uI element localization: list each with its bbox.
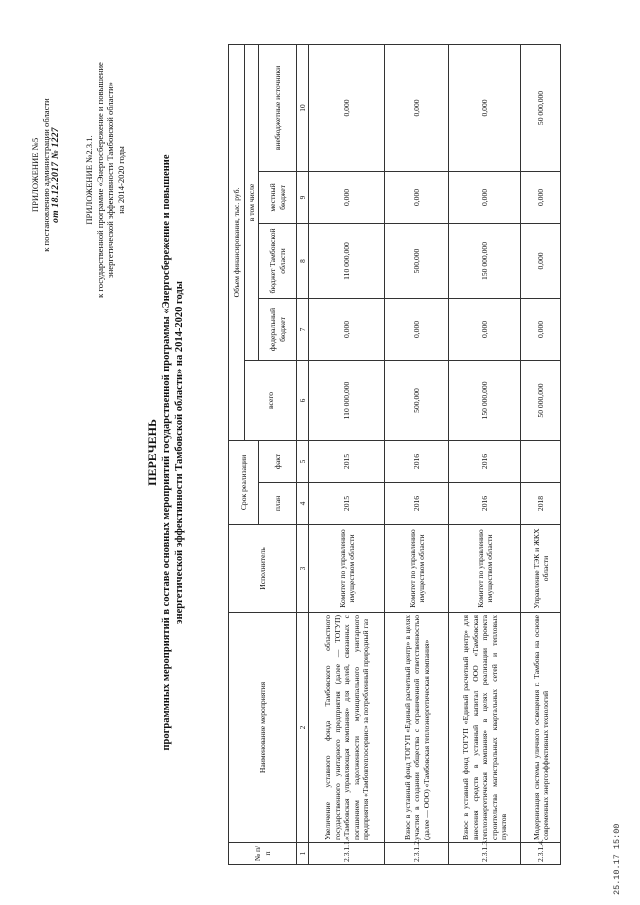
row-extra: 0,000: [449, 44, 521, 171]
col-header-total: всего: [245, 360, 297, 440]
col-header-num: № п/п: [229, 843, 297, 865]
row-num: 2.3.1.4.: [521, 843, 561, 865]
row-federal: 0,000: [449, 298, 521, 360]
row-executor: Комитет по управлению имуществом области: [385, 525, 449, 613]
row-local: 0,000: [521, 171, 561, 223]
annex-date-number: от 18.12.2017 № 1227: [51, 127, 61, 223]
row-plan: 2015: [309, 483, 385, 525]
row-fact: 2016: [385, 440, 449, 482]
row-num: 2.3.1.2.: [385, 843, 449, 865]
row-name: Модернизация системы уличного освещения г. Тамбова на основе современных энергоэффективных технологий: [521, 613, 561, 843]
table-row: [449, 44, 521, 864]
row-executor: Комитет по управлению имуществом области: [449, 525, 521, 613]
col-header-regional: бюджет Тамбовской области: [259, 223, 297, 298]
row-federal: 0,000: [521, 298, 561, 360]
col-header-fact: факт: [259, 440, 297, 482]
row-name: Взнос в уставный фонд ТОГУП «Единый расчетный центр» для внесения средств в уставный капитал ООО «Тамбовская теплоэнергетическая компания» в целях реализации проекта строительства магистральных квартальных сетей и тепловых пунктов: [449, 613, 521, 843]
col-header-local: местный бюджет: [259, 171, 297, 223]
annex-block: [30, 45, 62, 305]
row-executor: Комитет по управлению имуществом области: [309, 525, 385, 613]
row-num: 2.3.1.1.: [309, 843, 385, 865]
program-annex-line2: к государственной программе «Энергосбережение и повышение: [94, 62, 105, 298]
title-heading: ПЕРЕЧЕНЬ: [145, 419, 159, 486]
col-header-extra: внебюджетные источники: [259, 44, 297, 171]
title-line1: программных мероприятий в составе основных мероприятий государственной программы «Энергосбережение и повышение: [161, 154, 172, 751]
col-number: 10: [297, 44, 309, 171]
row-total: 150 000,000: [449, 360, 521, 440]
program-annex-line4: на 2014-2020 годы: [115, 146, 126, 214]
col-header-funding: Объем финансирования, тыс. руб.: [229, 44, 245, 440]
row-num: 2.3.1.3.: [449, 843, 521, 865]
table-row: [309, 44, 385, 864]
row-fact: [521, 440, 561, 482]
row-extra: 0,000: [385, 44, 449, 171]
table-row: [521, 44, 561, 864]
col-number: 4: [297, 483, 309, 525]
row-total: 50 000,000: [521, 360, 561, 440]
row-total: 110 000,000: [309, 360, 385, 440]
table-row: [385, 44, 449, 864]
row-local: 0,000: [309, 171, 385, 223]
row-plan: 2018: [521, 483, 561, 525]
program-annex-number: ПРИЛОЖЕНИЕ №2.3.1.: [84, 135, 94, 225]
col-number: 8: [297, 223, 309, 298]
row-plan: 2016: [449, 483, 521, 525]
row-regional: 110 000,000: [309, 223, 385, 298]
page-title: [145, 0, 186, 905]
row-name: Увеличение уставного фонда Тамбовского областного государственного унитарного предприятия (далее — ТОГУП) «Тамбовская управляющая компания» для целей, связанных с погашением задолженности муниципального унитарного предприятия «Тамбовтеплосервис» за потребленный природный газ: [309, 613, 385, 843]
col-number: 3: [297, 525, 309, 613]
row-fact: 2015: [309, 440, 385, 482]
col-header-including: в том числе: [245, 44, 259, 360]
row-federal: 0,000: [309, 298, 385, 360]
annex-number: ПРИЛОЖЕНИЕ №5: [30, 137, 40, 213]
col-header-plan: план: [259, 483, 297, 525]
col-number: 5: [297, 440, 309, 482]
col-header-period: Срок реализации: [229, 440, 259, 524]
col-number: 2: [297, 613, 309, 843]
row-plan: 2016: [385, 483, 449, 525]
col-number: 6: [297, 360, 309, 440]
col-header-executor: Исполнитель: [229, 525, 297, 613]
row-extra: 0,000: [309, 44, 385, 171]
print-timestamp: 25.10.17 15:00: [612, 823, 622, 895]
row-extra: 50 000,000: [521, 44, 561, 171]
row-executor: Управление ТЭК и ЖКХ области: [521, 525, 561, 613]
col-number: 1: [297, 843, 309, 865]
row-name: Взнос в уставный фонд ТОГУП «Единый расчетный центр» в целях участия в создании общества с ограниченной ответственностью (далее — ООО) «Тамбовская теплоэнергетическая компания»: [385, 613, 449, 843]
measures-table: [228, 44, 561, 865]
program-annex-line3: энергетической эффективности Тамбовской области»: [105, 82, 115, 278]
row-regional: 0,000: [521, 223, 561, 298]
title-line2: энергетической эффективности Тамбовской области» на 2014-2020 годы: [174, 281, 185, 624]
col-number: 9: [297, 171, 309, 223]
row-local: 0,000: [385, 171, 449, 223]
col-header-federal: федеральный бюджет: [259, 298, 297, 360]
row-fact: 2016: [449, 440, 521, 482]
row-local: 0,000: [449, 171, 521, 223]
row-total: 500,000: [385, 360, 449, 440]
row-regional: 150 000,000: [449, 223, 521, 298]
col-header-name: Наименование мероприятия: [229, 613, 297, 843]
annex-decree: к постановлению администрации области: [40, 98, 51, 252]
col-number: 7: [297, 298, 309, 360]
row-regional: 500,000: [385, 223, 449, 298]
program-annex-block: [84, 15, 126, 345]
row-federal: 0,000: [385, 298, 449, 360]
